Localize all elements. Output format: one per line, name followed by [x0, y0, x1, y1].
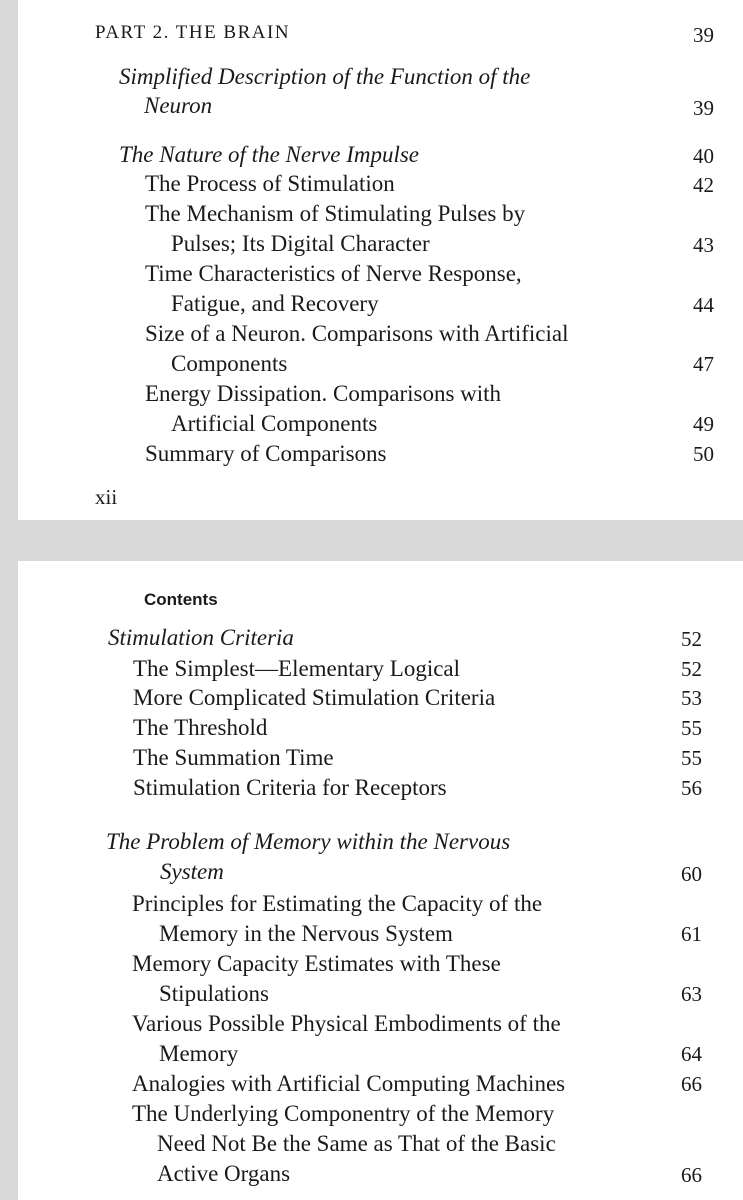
toc-page-number: 44	[693, 293, 714, 317]
toc-entry: Memory Capacity Estimates with These	[132, 951, 501, 976]
part-page-number: 39	[693, 23, 714, 47]
toc-entry: The Mechanism of Stimulating Pulses by	[145, 201, 526, 226]
toc-entry: The Underlying Componentry of the Memory	[132, 1101, 555, 1126]
toc-page-number: 47	[693, 352, 714, 376]
toc-entry: Memory	[159, 1041, 239, 1066]
toc-entry: Need Not Be the Same as That of the Basic	[157, 1131, 556, 1156]
toc-entry: Various Possible Physical Embodiments of the	[132, 1011, 561, 1036]
toc-entry: Pulses; Its Digital Character	[171, 231, 430, 256]
toc-entry: Simplified Description of the Function of the	[119, 64, 531, 89]
toc-entry: Stimulation Criteria	[108, 625, 294, 650]
toc-page-number: 40	[693, 144, 714, 168]
toc-page-number: 39	[693, 96, 714, 120]
toc-page-number: 66	[681, 1163, 702, 1187]
toc-page-number: 56	[681, 776, 702, 800]
toc-entry: Components	[171, 351, 288, 376]
top-page	[18, 0, 743, 520]
bottom-page	[18, 561, 743, 1200]
toc-page-number: 64	[681, 1042, 702, 1066]
toc-entry: The Simplest—Elementary Logical	[133, 656, 461, 681]
toc-page-number: 52	[681, 657, 702, 681]
toc-page-number: 49	[693, 412, 714, 436]
toc-entry: Artificial Components	[171, 411, 378, 436]
toc-page-number: 53	[681, 686, 702, 710]
toc-entry: Stipulations	[159, 981, 269, 1006]
toc-entry: Active Organs	[157, 1161, 291, 1186]
toc-page-number: 42	[693, 173, 714, 197]
toc-entry: The Process of Stimulation	[145, 171, 395, 196]
toc-entry: The Threshold	[133, 715, 268, 740]
toc-page-number: 61	[681, 922, 702, 946]
toc-entry: Time Characteristics of Nerve Response,	[145, 261, 522, 286]
part-heading: PART 2. THE BRAIN	[95, 22, 291, 43]
toc-page-number: 55	[681, 746, 702, 770]
toc-page-number: 66	[681, 1072, 702, 1096]
toc-entry: Size of a Neuron. Comparisons with Artificial	[145, 321, 569, 346]
toc-entry: The Summation Time	[133, 745, 334, 770]
toc-page-number: 43	[693, 233, 714, 257]
running-head: Contents	[144, 590, 218, 609]
toc-entry: Neuron	[144, 93, 213, 118]
toc-page-number: 60	[681, 862, 702, 886]
toc-entry: Fatigue, and Recovery	[171, 291, 379, 316]
page-folio: xii	[95, 485, 118, 509]
toc-entry: Energy Dissipation. Comparisons with	[145, 381, 502, 406]
toc-entry: The Nature of the Nerve Impulse	[119, 142, 420, 167]
toc-entry: More Complicated Stimulation Criteria	[133, 685, 496, 710]
toc-entry: Analogies with Artificial Computing Machines	[132, 1071, 566, 1096]
toc-entry: Stimulation Criteria for Receptors	[133, 775, 447, 800]
toc-entry: System	[160, 859, 224, 884]
toc-page-number: 52	[681, 627, 702, 651]
toc-page-number: 50	[693, 442, 714, 466]
toc-page-number: 63	[681, 982, 702, 1006]
toc-entry: Memory in the Nervous System	[159, 921, 453, 946]
toc-page-number: 55	[681, 716, 702, 740]
toc-entry: The Problem of Memory within the Nervous	[106, 829, 511, 854]
toc-entry: Principles for Estimating the Capacity of the	[132, 891, 543, 916]
toc-entry: Summary of Comparisons	[145, 441, 387, 466]
